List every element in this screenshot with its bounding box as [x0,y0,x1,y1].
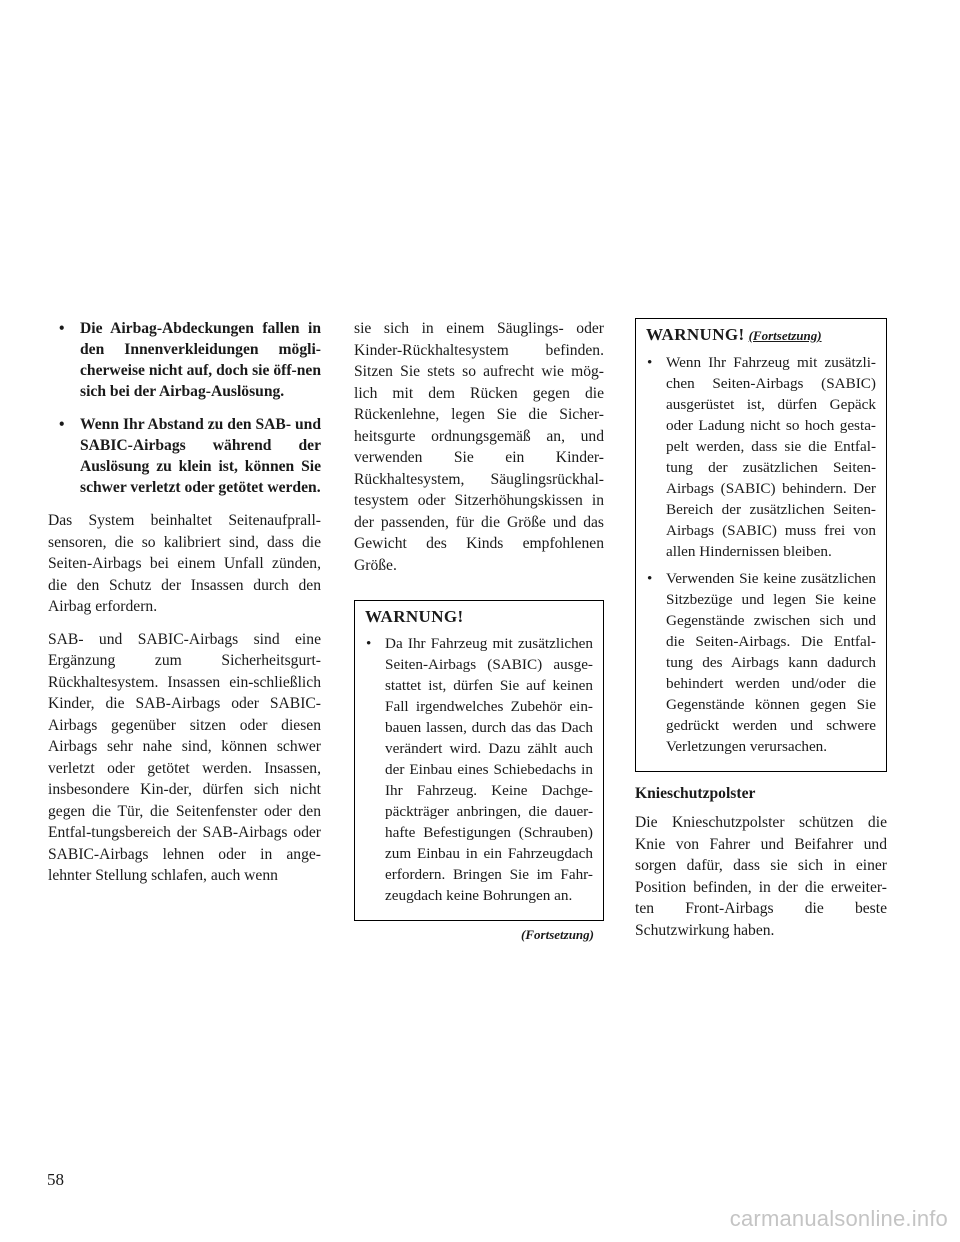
warning-title [646,325,876,346]
column-middle [354,318,604,943]
watermark: carmanualsonline.info [729,1206,948,1231]
section-heading: Knieschutzpolster [635,785,756,802]
warning-bullet-item [365,633,593,906]
warning-box-continued [635,318,887,772]
bullet-text: Wenn Ihr Abstand zu den SAB- und SABIC-Airbags während der Auslösung zu klein ist, können Sie schwer verletzt oder getötet werden. [80,416,321,496]
warning-box [354,600,604,921]
bullet-icon: • [366,635,372,652]
body-paragraph: Das System beinhaltet Seitenaufprall-sensoren, die so kalibriert sind, dass die Seiten-Airbags bei einem Unfall zünden, die den Schutz der Insassen durch den Airbag erfordern. [48,512,321,615]
warning-continued-label: (Fortsetzung) [748,328,822,343]
bold-bullet-item [48,318,321,402]
bullet-icon: • [647,570,653,587]
bullet-text: Die Airbag-Abdeckungen fallen in den Innenverkleidungen mögli-cherweise nicht auf, doch sie öff-nen sich bei der Airbag-Auslösung. [80,320,321,400]
body-paragraph: SAB- und SABIC-Airbags sind eine Ergänzung zum Sicherheitsgurt-Rückhaltesystem. Insassen ein-schließlich Kinder, die SAB-Airbags oder SABIC-Airbags gegenüber sitzen oder diesen Airbags sehr nahe sind, können schwer verletzt oder getötet werden. Insassen, insbesondere Kin-der, dürfen sich nicht gegen die Tür, die Seitenfenster oder den Entfal-tungsbereich der SAB-Airbags oder SABIC-Airbags lehnen oder in ange-lehnter Stellung schlafen, auch wenn [48,630,321,884]
warning-bullet-item [646,352,876,562]
body-paragraph: sie sich in einem Säuglings- oder Kinder-Rückhaltesystem befinden. Sitzen Sie stets so aufrecht wie mög-lich mit dem Rücken gegen die Rückenlehne, legen Sie die Sicher-heitsgurte ordnungsgemäß an, und verwenden Sie ein Kinder-Rückhaltesystem, Säuglingsrückhal-tesystem oder Sitzerhöhungskissen in der passenden, für die Größe und das Gewicht des Kinds empfohlenen Größe. [354,320,604,574]
bullet-icon: • [647,354,653,371]
warning-bullet-text: Verwenden Sie keine zusätzlichen Sitzbezüge und legen Sie keine Gegenstände zwischen sich und die Seiten-Airbags. Die Entfal-tung des Airbags kann dadurch behindert werden und/oder die Gegenstände können gegen Sie gedrückt werden und schwere Verletzungen verursachen. [666,570,876,755]
warning-bullet-text: Da Ihr Fahrzeug mit zusätzlichen Seiten-Airbags (SABIC) ausge-stattet ist, dürfen Sie auf keinen Fall irgendwelches Zubehör ein-bauen lassen, durch das das Dach verändert wird. Dazu zählt auch der Einbau eines Schiebedachs in Ihr Fahrzeug. Keine Dachge-päckträger anbringen, die dauer-hafte Befestigungen (Schrauben) zum Einbau in ein Fahrzeugdach erfordern. Bringen Sie im Fahr-zeugdach keine Bohrungen an. [385,635,593,904]
bold-bullet-item [48,414,321,498]
page-number: 58 [47,1170,64,1189]
body-paragraph: Die Knieschutzpolster schützen die Knie von Fahrer und Beifahrer und sorgen dafür, dass sie sich in einer Position befinden, in der die erweiter-ten Front-Airbags die beste Schutzwirkung haben. [635,814,887,939]
warning-bullet-item [646,568,876,757]
bullet-icon: • [59,416,65,433]
continued-label: (Fortsetzung) [521,927,594,942]
warning-title-text: WARNUNG! [646,325,745,344]
warning-title: WARNUNG! [365,607,464,626]
warning-bullet-text: Wenn Ihr Fahrzeug mit zusätzli-chen Seiten-Airbags (SABIC) ausgerüstet ist, dürfen Gepäck oder Ladung nicht so hoch gesta-pelt werden, dass sie die Entfal-tung der zusätzlichen Seiten-Airbags (SABIC) behindern. Der Bereich der zusätzlichen Seiten-Airbags (SABIC) muss frei von allen Hindernissen bleiben. [666,354,876,560]
bullet-icon: • [59,320,65,337]
column-left [48,318,321,898]
column-right [635,318,887,952]
